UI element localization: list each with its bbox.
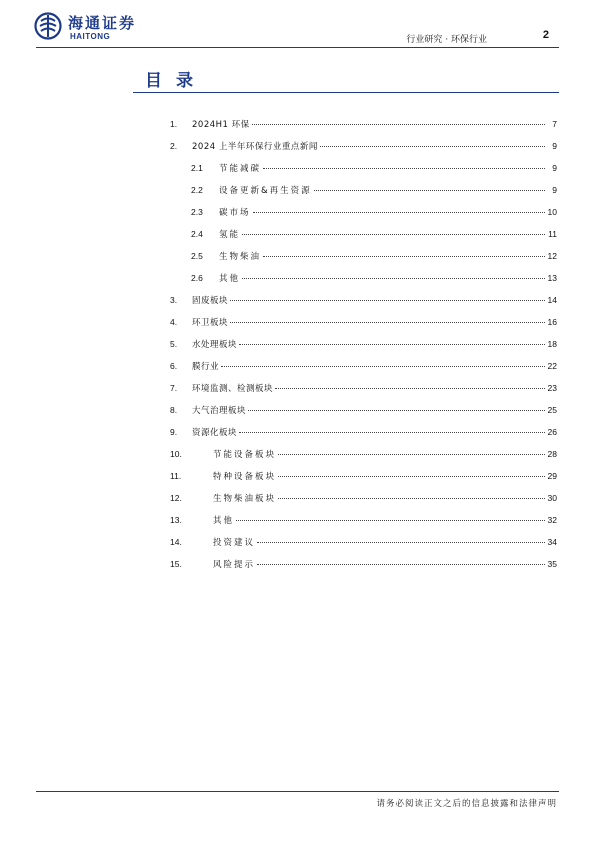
toc-dot-leader: [257, 564, 545, 565]
toc-entry[interactable]: [170, 382, 557, 404]
toc-entry-label: 环卫板块: [192, 318, 229, 328]
toc-entry-number: 2.4: [191, 229, 203, 239]
toc-entry-label: 资源化板块: [192, 428, 238, 438]
toc-entry[interactable]: [170, 162, 557, 184]
toc-dot-leader: [278, 454, 545, 455]
toc-dot-leader: [239, 432, 545, 433]
toc-dot-leader: [278, 476, 545, 477]
toc-entry[interactable]: [170, 272, 557, 294]
header-divider: [36, 47, 559, 48]
toc-dot-leader: [239, 344, 545, 345]
toc-entry-label: 风险提示: [213, 560, 256, 570]
toc-entry-label: 2024H1 环保: [192, 120, 250, 130]
toc-entry-page: 7: [552, 119, 557, 129]
toc-entry-label: 2024 上半年环保行业重点新闻: [192, 142, 318, 152]
toc-entry-label: 其他: [219, 274, 241, 284]
toc-dot-leader: [253, 212, 545, 213]
toc-entry-page: 29: [547, 471, 557, 481]
toc-entry-number: 8.: [170, 405, 178, 415]
toc-entry[interactable]: [170, 558, 557, 580]
toc-entry[interactable]: [170, 514, 557, 536]
toc-entry-page: 11: [548, 229, 557, 239]
toc-title-divider: [133, 92, 559, 93]
toc-entry[interactable]: [170, 250, 557, 272]
toc-entry-number: 2.1: [191, 163, 203, 173]
toc-entry[interactable]: [170, 360, 557, 382]
toc-entry-number: 10.: [170, 449, 182, 459]
toc-entry[interactable]: [170, 470, 557, 492]
toc-entry[interactable]: [170, 338, 557, 360]
toc-entry-page: 13: [547, 273, 557, 283]
toc-entry-page: 12: [547, 251, 557, 261]
toc-dot-leader: [236, 520, 545, 521]
toc-entry-page: 23: [547, 383, 557, 393]
toc-dot-leader: [242, 234, 545, 235]
toc-entry[interactable]: [170, 294, 557, 316]
toc-dot-leader: [230, 322, 545, 323]
toc-entry-number: 12.: [170, 493, 182, 503]
toc-entry-label: 碳市场: [219, 208, 251, 218]
toc-entry-number: 2.5: [191, 251, 203, 261]
toc-entry-page: 10: [547, 207, 557, 217]
toc-entry-page: 9: [552, 163, 557, 173]
toc-dot-leader: [275, 388, 545, 389]
page-header: [0, 0, 595, 50]
toc-entry-label: 环境监测、检测板块: [192, 384, 274, 394]
toc-entry-number: 4.: [170, 317, 178, 327]
toc-entry[interactable]: [170, 404, 557, 426]
toc-entry-page: 9: [552, 185, 557, 195]
toc-entry[interactable]: [170, 316, 557, 338]
toc-dot-leader: [230, 300, 545, 301]
toc-entry-label: 设备更新&再生资源: [219, 186, 312, 196]
toc-entry-label: 水处理板块: [192, 340, 238, 350]
toc-entry[interactable]: [170, 184, 557, 206]
footer-disclaimer: 请务必阅读正文之后的信息披露和法律声明: [376, 799, 557, 809]
toc-dot-leader: [252, 124, 545, 125]
toc-entry-number: 13.: [170, 515, 182, 525]
toc-entry-number: 14.: [170, 537, 182, 547]
toc-entry-label: 固废板块: [192, 296, 229, 306]
toc-entry-label: 氢能: [219, 230, 241, 240]
toc-entry-page: 35: [547, 559, 557, 569]
toc-entry-label: 膜行业: [192, 362, 220, 372]
toc-dot-leader: [242, 278, 545, 279]
toc-entry[interactable]: [170, 492, 557, 514]
toc-entry-page: 16: [547, 317, 557, 327]
toc-dot-leader: [257, 542, 545, 543]
toc-dot-leader: [248, 410, 545, 411]
haitong-logo-icon: [34, 12, 62, 40]
toc-entry-number: 1.: [170, 119, 178, 129]
toc-dot-leader: [263, 168, 545, 169]
toc-entry-number: 15.: [170, 559, 182, 569]
toc-dot-leader: [320, 146, 545, 147]
toc-entry-number: 11.: [170, 471, 182, 481]
toc-entry[interactable]: [170, 118, 557, 140]
toc-entry-label: 其他: [213, 516, 235, 526]
brand-name-cn: 海通证券: [68, 14, 137, 32]
toc-entry[interactable]: [170, 228, 557, 250]
toc-entry-page: 25: [547, 405, 557, 415]
toc-entry-label: 特种设备板块: [213, 472, 277, 482]
toc-entry-page: 9: [552, 141, 557, 151]
footer-divider: [36, 791, 559, 792]
toc-entry-page: 26: [547, 427, 557, 437]
toc-dot-leader: [263, 256, 545, 257]
toc-entry[interactable]: [170, 206, 557, 228]
toc-entry-number: 3.: [170, 295, 178, 305]
toc-entry-number: 2.6: [191, 273, 203, 283]
table-of-contents: [170, 118, 557, 580]
toc-entry-label: 节能设备板块: [213, 450, 277, 460]
toc-entry-label: 投资建议: [213, 538, 256, 548]
toc-entry-label: 节能减碳: [219, 164, 262, 174]
toc-entry-label: 生物柴油: [219, 252, 262, 262]
toc-dot-leader: [221, 366, 545, 367]
toc-entry-page: 18: [547, 339, 557, 349]
toc-entry-page: 22: [547, 361, 557, 371]
toc-entry[interactable]: [170, 448, 557, 470]
toc-entry-page: 34: [547, 537, 557, 547]
toc-entry[interactable]: [170, 536, 557, 558]
toc-entry[interactable]: [170, 426, 557, 448]
toc-entry-number: 2.3: [191, 207, 203, 217]
toc-entry-number: 5.: [170, 339, 178, 349]
toc-dot-leader: [278, 498, 545, 499]
toc-entry-page: 30: [547, 493, 557, 503]
toc-dot-leader: [314, 190, 545, 191]
toc-entry-number: 2.2: [191, 185, 203, 195]
brand-name-en: HAITONG: [70, 32, 111, 41]
toc-entry-number: 9.: [170, 427, 178, 437]
toc-entry-number: 2.: [170, 141, 178, 151]
toc-entry-label: 大气治理板块: [192, 406, 247, 416]
page-number: 2: [542, 29, 549, 41]
toc-entry-number: 6.: [170, 361, 178, 371]
toc-entry-page: 14: [547, 295, 557, 305]
toc-entry-label: 生物柴油板块: [213, 494, 277, 504]
toc-title: 目录: [145, 71, 207, 91]
toc-entry-page: 32: [547, 515, 557, 525]
toc-entry[interactable]: [170, 140, 557, 162]
toc-entry-page: 28: [547, 449, 557, 459]
toc-entry-number: 7.: [170, 383, 178, 393]
report-category: 行业研究 · 环保行业: [406, 35, 487, 45]
